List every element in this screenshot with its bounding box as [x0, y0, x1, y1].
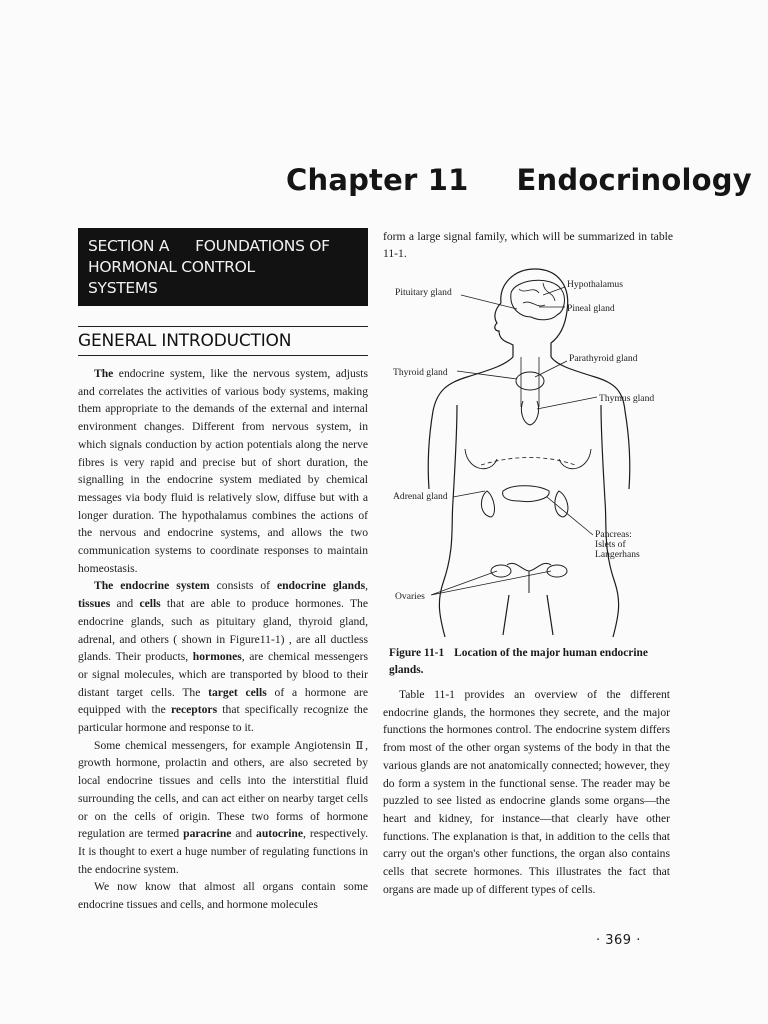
paragraph-table-overview: Table 11-1 provides an overview of the different endocrine glands, the hormones they secrete, and the major functions the hormones control. The endocrine system differs from most of the other organ systems of the body in that the various glands are not anatomically connected; however, they do form a system in the functional sense. The reader may be puzzled to see listed as endocrine glands some organs—the heart and kidney, for instance—that clearly have other functions. The explanation is that, in addition to the cells that carry out the organ's other functions, the organ also contains cells that secrete hormones. This illustrates the fact that organs are made up of different types of cells. [383, 688, 670, 896]
label-ovaries: Ovaries [395, 591, 425, 602]
p2-text-7: that specifically recognize the particular hormone and response to it. [78, 703, 368, 735]
label-thyroid: Thyroid gland [393, 367, 448, 378]
parathyroid-leader [535, 361, 567, 377]
p3-text-3: , respectively. It is thought to exert a huge number of regulating functions in the endocrine system. [78, 827, 369, 876]
trachea [521, 357, 539, 407]
ovaries-leader [431, 571, 551, 595]
hypothalamus-leader [543, 287, 565, 295]
term-endocrine-glands: endocrine glands [276, 579, 366, 593]
heading-top-rule [78, 326, 368, 327]
caption-number: Figure 11-1 [389, 647, 445, 659]
legs [503, 595, 553, 635]
section-label: SECTION A [88, 237, 170, 255]
section-title-part3: SYSTEMS [88, 279, 158, 297]
brain [511, 280, 565, 319]
label-pineal: Pineal gland [567, 303, 615, 314]
label-pituitary: Pituitary gland [395, 287, 452, 298]
right-inner-arm [601, 405, 605, 501]
right-column-top [383, 228, 673, 262]
left-hip [439, 501, 453, 637]
left-kidney [481, 491, 494, 517]
right-arm [625, 411, 630, 489]
p2-text-6: of a hormone are equipped with the [78, 685, 368, 717]
term-autocrine: autocrine [256, 827, 304, 841]
left-arm [428, 411, 433, 489]
term-endocrine-system: The endocrine system [94, 579, 210, 593]
pituitary-leader [461, 295, 517, 309]
section-heading: GENERAL INTRODUCTION [78, 331, 368, 356]
caption-text: Location of the major human endocrine glands. [389, 647, 648, 676]
paragraph-4: We now know that almost all organs contain some endocrine tissues and cells, and hormone molecules [78, 880, 368, 912]
chapter-title [286, 163, 752, 197]
section-title-part1: FOUNDATIONS OF [195, 237, 330, 255]
intro-body [78, 365, 368, 914]
pancreas-leader [547, 497, 593, 535]
left-shoulder [433, 357, 513, 411]
p1-text: endocrine system, like the nervous system, adjusts and correlates the activities of various body systems, making them appropriate to the demands of the external and internal environment changes. Different from nervous system, in which signals conduction by action potentials along the nerve fibres is very rapid and precise but of short duration, the signalling in the endocrine system mediated by chemical messages via body fluid is relatively slow, diffuse but with a longer duration. The hypothalamus combines the actions of the nervous and endocrine systems, and allows the two communication systems to coordinate responses to maintain homeostasis. [78, 367, 368, 575]
left-breast [465, 449, 497, 469]
term-receptors: receptors [170, 703, 218, 717]
brain-folds [519, 283, 555, 306]
right-top-text: form a large signal family, which will be summarized in table 11-1. [383, 230, 673, 260]
right-breast [559, 449, 591, 469]
p3-text-1: Some chemical messengers, for example Angiotensin Ⅱ, growth hormone, prolactin and others, are also secreted by local endocrine tissues and cells into the interstitial fluid surrounding the cells, and can act either on nearby target cells or on the cells of origin. These two forms of hormone regulation are termed [78, 738, 368, 841]
pancreas [503, 486, 550, 502]
chapter-number: Chapter 11 [286, 163, 469, 197]
p2-text-4: that are able to produce hormones. The endocrine glands, such as pituitary gland, thyroid gland, adrenal, and others ( shown in Figure11-1) , are all ductless glands. Their products, [78, 597, 368, 664]
label-pancreas: Pancreas: [595, 529, 632, 540]
section-title-part2: HORMONAL CONTROL [88, 258, 255, 276]
term-tissues: tissues [78, 597, 111, 611]
p1-lead: The [94, 367, 114, 380]
endocrine-figure [383, 265, 683, 640]
paragraph-2 [78, 577, 368, 736]
thymus-leader [537, 397, 597, 409]
label-parathyroid: Parathyroid gland [569, 353, 638, 364]
term-target-cells: target cells [208, 685, 267, 699]
body-diagram [383, 265, 683, 640]
term-cells: cells [139, 597, 161, 611]
face-profile [495, 303, 513, 357]
page-number: · 369 · [596, 933, 641, 948]
figure-caption [389, 645, 667, 679]
label-thymus: Thymus gland [599, 393, 655, 404]
label-adrenal: Adrenal gland [393, 491, 448, 502]
left-column [78, 228, 368, 914]
p2-text-2: , [365, 579, 368, 593]
thymus-gland [521, 401, 538, 425]
right-column-bottom [383, 686, 670, 898]
diaphragm-line [481, 458, 575, 466]
p2-text-1: consists of [209, 579, 277, 593]
adrenal-leader [453, 491, 485, 497]
left-inner-arm [453, 405, 457, 501]
right-hip [605, 501, 619, 637]
term-hormones: hormones [192, 650, 242, 664]
p2-text-3: and [110, 597, 140, 611]
label-islets-1: Islets of [595, 539, 626, 550]
p2-text-5: , are chemical messengers or signal molecules, which are transported by blood to their distant target cells. The [78, 650, 368, 699]
label-hypothalamus: Hypothalamus [567, 279, 623, 290]
paragraph-1 [78, 365, 368, 577]
paragraph-3 [78, 737, 368, 879]
label-islets-2: Langerhans [595, 549, 640, 560]
chapter-name: Endocrinology [516, 163, 752, 197]
section-banner [78, 228, 368, 306]
left-ovary [491, 565, 511, 577]
term-paracrine: paracrine [183, 827, 232, 841]
p3-text-2: and [231, 827, 257, 841]
